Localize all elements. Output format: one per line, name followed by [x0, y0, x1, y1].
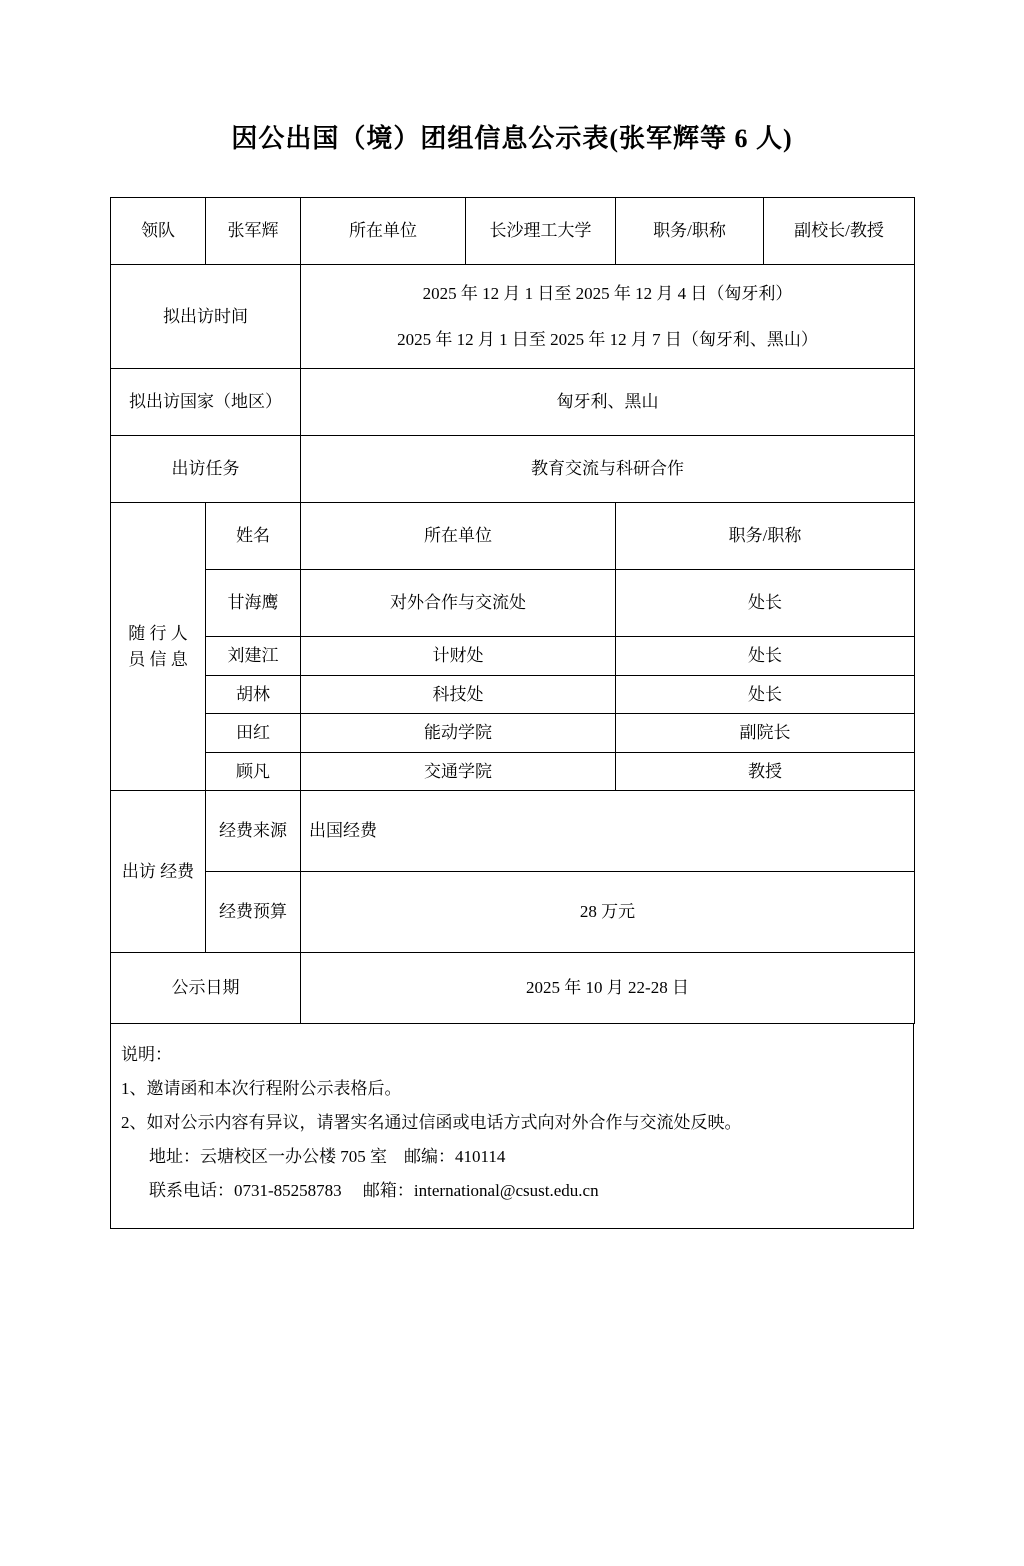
- funding-source-value: 出国经费: [301, 791, 915, 872]
- member-position: 处长: [616, 675, 915, 714]
- member-name: 田红: [206, 714, 301, 753]
- visit-country-label: 拟出访国家（地区）: [111, 369, 301, 436]
- visit-task-value: 教育交流与科研合作: [301, 436, 915, 503]
- table-row-leader: [111, 198, 915, 265]
- table-row-delegation-member: [111, 637, 915, 676]
- notes-heading: 说明：: [121, 1045, 172, 1064]
- publicity-date-value: 2025 年 10 月 22-28 日: [301, 953, 915, 1024]
- table-row-visit-country: [111, 369, 915, 436]
- table-row-delegation-member: [111, 570, 915, 637]
- member-name: 甘海鹰: [206, 570, 301, 637]
- table-row-publicity-date: [111, 953, 915, 1024]
- leader-position-label: 职务/职称: [616, 198, 764, 265]
- member-name: 胡林: [206, 675, 301, 714]
- delegation-label: 随 行 人 员 信 息: [111, 503, 206, 791]
- leader-position-value: 副校长/教授: [764, 198, 915, 265]
- visit-time-values: [301, 265, 915, 369]
- leader-label: 领队: [111, 198, 206, 265]
- member-name: 刘建江: [206, 637, 301, 676]
- member-unit: 科技处: [301, 675, 616, 714]
- visit-time-label: 拟出访时间: [111, 265, 301, 369]
- member-unit: 计财处: [301, 637, 616, 676]
- notes-section: [110, 1024, 914, 1229]
- delegation-header-unit: 所在单位: [301, 503, 616, 570]
- document-page: [0, 118, 1024, 1566]
- leader-name: 张军辉: [206, 198, 301, 265]
- funding-label: 出访 经费: [111, 791, 206, 953]
- table-row-delegation-member: [111, 752, 915, 791]
- table-row-funding-budget: [111, 872, 915, 953]
- member-position: 处长: [616, 570, 915, 637]
- visit-time-line-1: 2025 年 12 月 1 日至 2025 年 12 月 4 日（匈牙利）: [422, 284, 793, 303]
- notes-item-2: 2、如对公示内容有异议，请署实名通过信函或电话方式向对外合作与交流处反映。: [121, 1113, 742, 1132]
- publicity-date-label: 公示日期: [111, 953, 301, 1024]
- notes-address: 地址：云塘校区一办公楼 705 室 邮编：410114: [149, 1147, 506, 1166]
- notes-contact: 联系电话：0731-85258783 邮箱：international@csust.edu.cn: [149, 1181, 599, 1200]
- funding-source-label: 经费来源: [206, 791, 301, 872]
- funding-budget-label: 经费预算: [206, 872, 301, 953]
- visit-task-label: 出访任务: [111, 436, 301, 503]
- leader-unit-value: 长沙理工大学: [466, 198, 616, 265]
- member-position: 处长: [616, 637, 915, 676]
- table-row-visit-task: [111, 436, 915, 503]
- leader-unit-label: 所在单位: [301, 198, 466, 265]
- member-unit: 对外合作与交流处: [301, 570, 616, 637]
- table-row-delegation-header: [111, 503, 915, 570]
- table-row-delegation-member: [111, 675, 915, 714]
- notes-item-1: 1、邀请函和本次行程附公示表格后。: [121, 1079, 402, 1098]
- table-row-funding-source: [111, 791, 915, 872]
- announcement-table: [110, 197, 915, 1024]
- member-position: 教授: [616, 752, 915, 791]
- visit-country-value: 匈牙利、黑山: [301, 369, 915, 436]
- funding-budget-value: 28 万元: [301, 872, 915, 953]
- visit-time-line-2: 2025 年 12 月 1 日至 2025 年 12 月 7 日（匈牙利、黑山）: [397, 329, 818, 349]
- delegation-header-name: 姓名: [206, 503, 301, 570]
- member-name: 顾凡: [206, 752, 301, 791]
- table-row-delegation-member: [111, 714, 915, 753]
- delegation-header-position: 职务/职称: [616, 503, 915, 570]
- page-title: 因公出国（境）团组信息公示表(张军辉等 6 人): [231, 124, 793, 153]
- member-unit: 能动学院: [301, 714, 616, 753]
- member-unit: 交通学院: [301, 752, 616, 791]
- table-row-visit-time: [111, 265, 915, 369]
- member-position: 副院长: [616, 714, 915, 753]
